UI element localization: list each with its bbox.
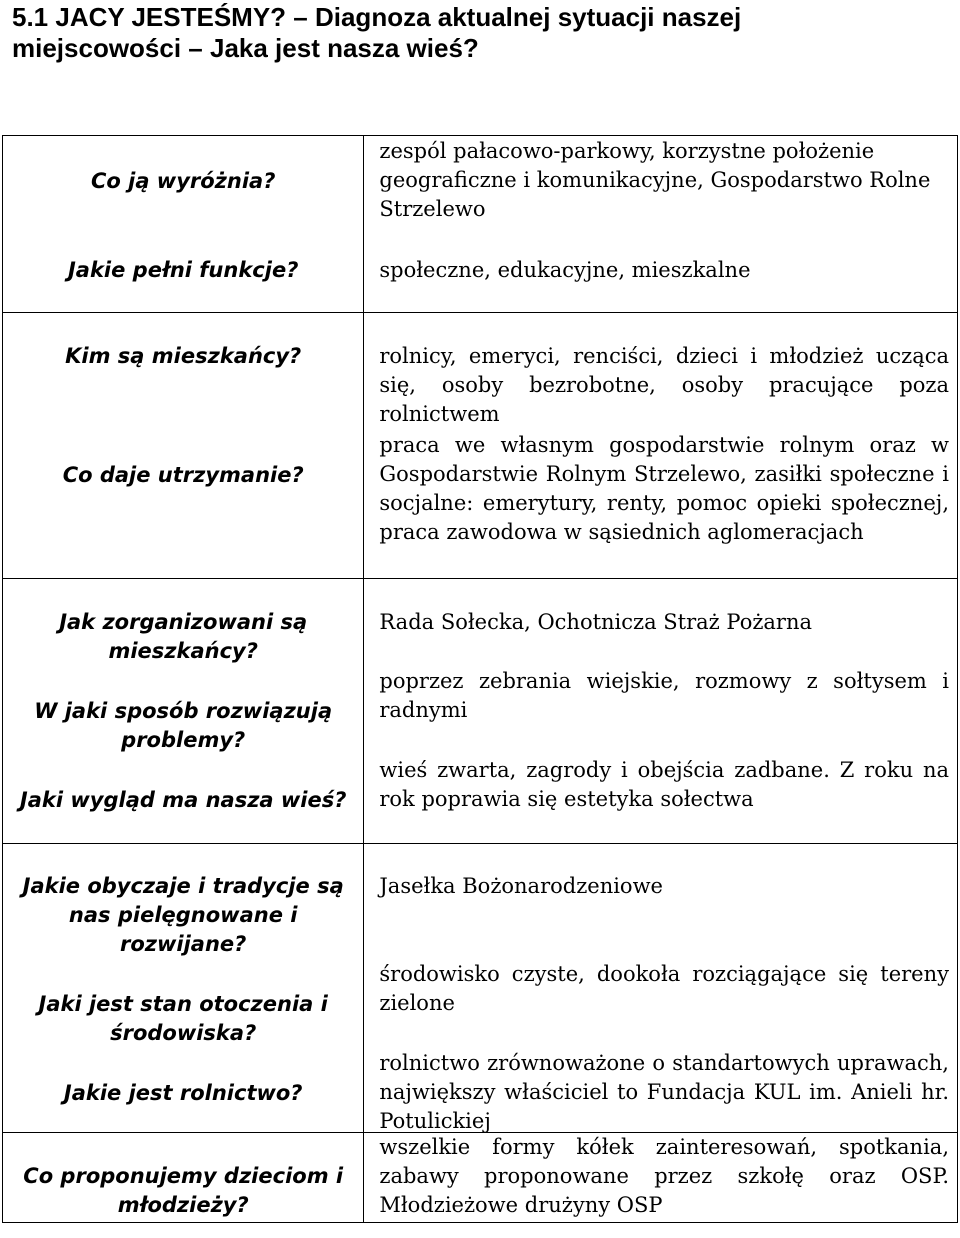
question-cell xyxy=(3,313,364,579)
heading-line-1: 5.1 JACY JESTEŚMY? – Diagnoza aktualnej sytuacji naszej xyxy=(12,2,742,32)
question-text: Co proponujemy dzieciom i młodzieży? xyxy=(23,1164,344,1217)
question-text: W jaki sposób rozwiązują problemy? xyxy=(34,699,333,752)
answer-text: społeczne, edukacyjne, mieszkalne xyxy=(379,258,751,282)
answer-text: wieś zwarta, zagrody i obejścia zadbane. Z roku na rok poprawia się estetyka sołectwa xyxy=(379,758,949,811)
question-text: Jakie jest rolnictwo? xyxy=(63,1081,303,1105)
answer-text: praca we własnym gospodarstwie rolnym oraz w Gospodarstwie Rolnym Strzelewo, zasiłki społeczne i socjalne: emerytury, renty, pomoc opieki społecznej, praca zawodowa w sąsiednich aglomeracjach xyxy=(379,433,949,544)
question-cell xyxy=(3,136,364,313)
answer-cell xyxy=(364,579,958,844)
question-cell xyxy=(3,579,364,844)
table-row xyxy=(3,136,958,313)
question-cell xyxy=(3,844,364,1133)
answer-text: rolnictwo zrównoważone o standartowych uprawach, największy właściciel to Fundacja KUL im. Anieli hr. Potulickiej xyxy=(379,1051,949,1133)
question-text: Co daje utrzymanie? xyxy=(62,463,304,487)
answer-cell xyxy=(364,313,958,579)
answer-text: poprzez zebrania wiejskie, rozmowy z sołtysem i radnymi xyxy=(379,669,949,722)
table-row xyxy=(3,1133,958,1223)
question-text: Jaki wygląd ma nasza wieś? xyxy=(19,788,347,812)
diagnosis-table xyxy=(2,135,958,1223)
question-text: Jakie obyczaje i tradycje są nas pielęgnowane i rozwijane? xyxy=(22,874,344,956)
answer-text: zespól pałacowo-parkowy, korzystne położenie geograficzne i komunikacyjne, Gospodarstwo Rolne Strzelewo xyxy=(379,139,931,221)
table-row xyxy=(3,313,958,579)
table-row xyxy=(3,579,958,844)
answer-text: środowisko czyste, dookoła rozciągające się tereny zielone xyxy=(379,962,949,1015)
question-text: Kim są mieszkańcy? xyxy=(65,344,302,368)
answer-cell xyxy=(364,136,958,313)
answer-text: Rada Sołecka, Ochotnicza Straż Pożarna xyxy=(379,610,813,634)
question-cell xyxy=(3,1133,364,1223)
answer-cell xyxy=(364,844,958,1133)
question-text: Jakie pełni funkcje? xyxy=(67,258,299,282)
table-row xyxy=(3,844,958,1133)
heading-line-2: miejscowości – Jaka jest nasza wieś? xyxy=(12,33,479,63)
section-heading xyxy=(12,2,952,64)
question-text: Co ją wyróżnia? xyxy=(90,169,276,193)
question-text: Jaki jest stan otoczenia i środowiska? xyxy=(38,992,328,1045)
answer-cell xyxy=(364,1133,958,1223)
answer-text: rolnicy, emeryci, renciści, dzieci i młodzież ucząca się, osoby bezrobotne, osoby pracujące poza rolnictwem xyxy=(379,344,949,426)
answer-text: wszelkie formy kółek zainteresowań, spotkania, zabawy proponowane przez szkołę oraz OSP. Młodzieżowe drużyny OSP xyxy=(379,1135,949,1217)
question-text: Jak zorganizowani są mieszkańcy? xyxy=(59,610,308,663)
answer-text: Jasełka Bożonarodzeniowe xyxy=(379,874,663,898)
